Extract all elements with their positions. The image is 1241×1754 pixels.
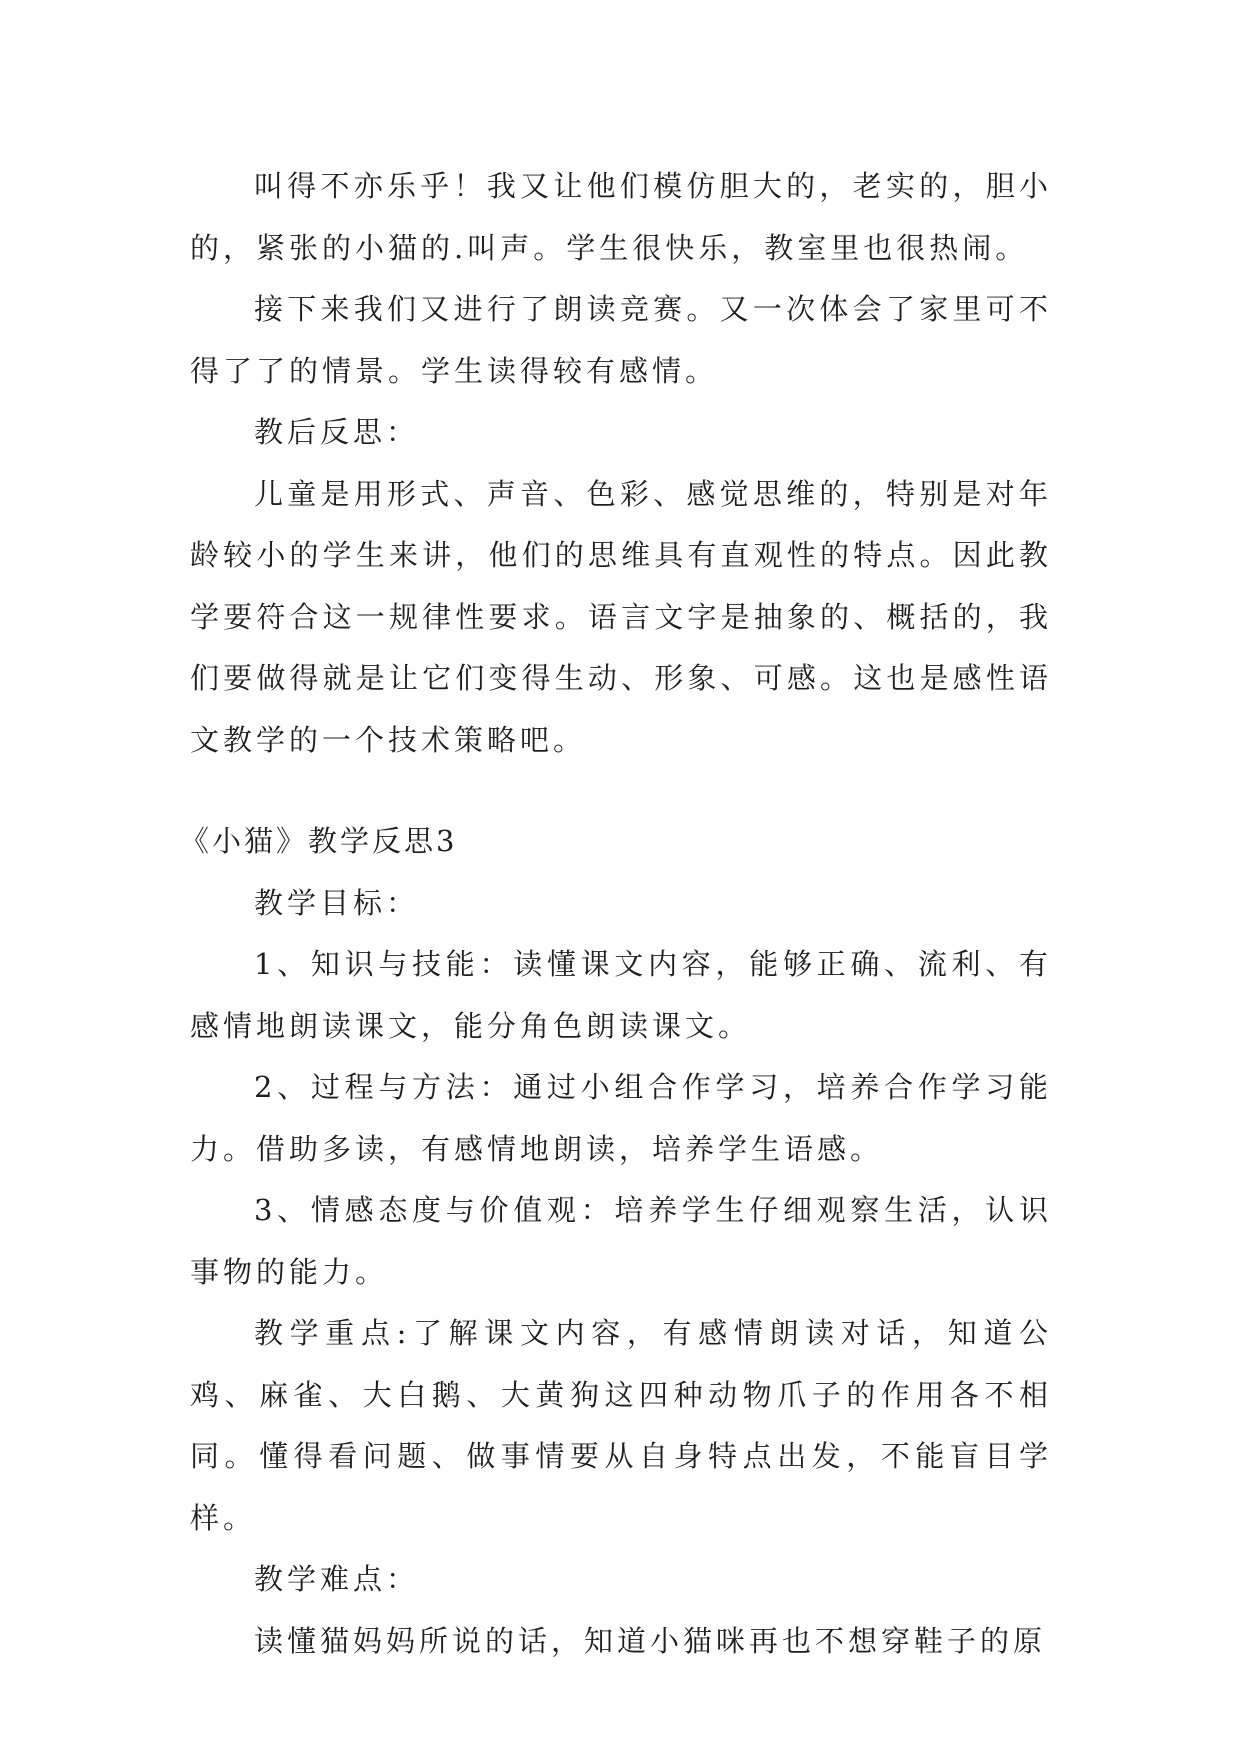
paragraph: 3、情感态度与价值观：培养学生仔细观察生活，认识事物的能力。 <box>190 1193 1052 1289</box>
section-heading: 《小猫》教学反思3 <box>180 824 458 858</box>
section-spacer <box>190 771 1052 811</box>
paragraph: 教学重点:了解课文内容，有感情朗读对话，知道公鸡、麻雀、大白鹅、大黄狗这四种动物爪子的作用各不相同。懂得看问题、做事情要从自身特点出发，不能盲目学样。 <box>190 1316 1052 1535</box>
paragraph: 儿童是用形式、声音、色彩、感觉思维的，特别是对年龄较小的学生来讲，他们的思维具有直观性的特点。因此教学要符合这一规律性要求。语言文字是抽象的、概括的，我们要做得就是让它们变得生动、形象、可感。这也是感性语文教学的一个技术策略吧。 <box>190 476 1052 757</box>
document-body <box>180 156 1052 1672</box>
paragraph: 1、知识与技能：读懂课文内容，能够正确、流利、有感情地朗读课文，能分角色朗读课文。 <box>190 947 1052 1043</box>
paragraph: 读懂猫妈妈所说的话，知道小猫咪再也不想穿鞋子的原 <box>254 1623 1047 1658</box>
paragraph: 接下来我们又进行了朗读竞赛。又一次体会了家里可不得了了的情景。学生读得较有感情。 <box>190 292 1052 388</box>
paragraph: 教学目标： <box>254 885 420 920</box>
paragraph: 叫得不亦乐乎！我又让他们模仿胆大的，老实的，胆小的，紧张的小猫的.叫声。学生很快乐，教室里也很热闹。 <box>190 169 1052 265</box>
paragraph: 教学难点： <box>254 1562 420 1596</box>
paragraph: 2、过程与方法：通过小组合作学习，培养合作学习能力。借助多读，有感情地朗读，培养学生语感。 <box>190 1070 1052 1166</box>
paragraph: 教后反思： <box>254 415 420 449</box>
